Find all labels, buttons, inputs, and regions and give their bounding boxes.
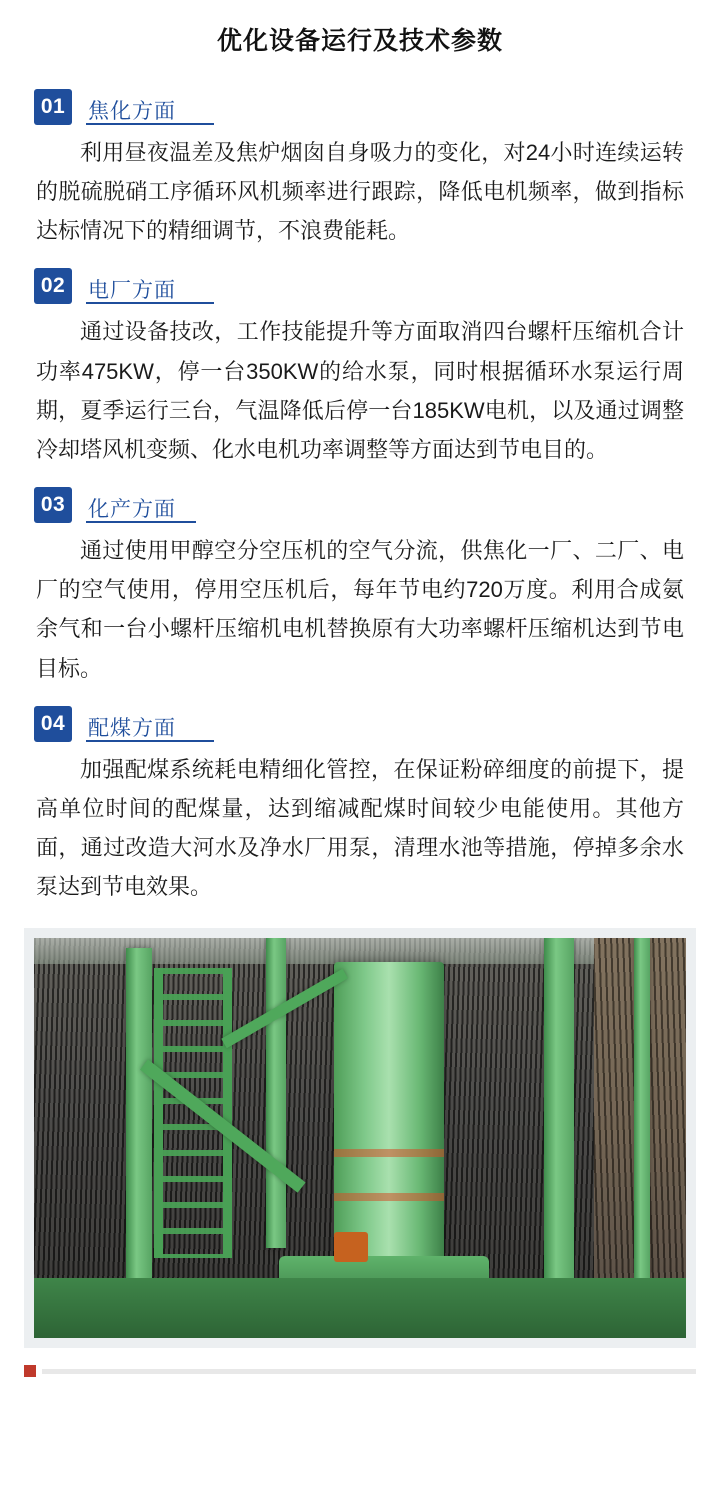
photo-column-band-lower xyxy=(334,1193,444,1201)
photo-base-platform xyxy=(34,1278,686,1338)
photo-pipe-left xyxy=(126,948,152,1278)
section-01-header xyxy=(34,87,696,127)
section-03-underline xyxy=(86,521,196,523)
section-02 xyxy=(0,266,720,469)
section-03-header xyxy=(34,485,696,525)
section-02-number: 02 xyxy=(34,268,72,304)
section-04-label-wrap xyxy=(86,706,180,742)
footer-dot-marker xyxy=(24,1365,36,1377)
footer-divider-line xyxy=(42,1369,696,1374)
photo-ladder xyxy=(154,968,232,1258)
page-title: 优化设备运行及技术参数 xyxy=(216,27,503,55)
section-03-label: 化产方面 xyxy=(88,498,176,521)
section-02-underline xyxy=(86,302,214,304)
section-03-label-wrap xyxy=(86,487,180,523)
section-03 xyxy=(0,485,720,688)
section-04-underline xyxy=(86,740,214,742)
footer-bar xyxy=(24,1366,696,1376)
section-04-body: 加强配煤系统耗电精细化管控，在保证粉碎细度的前提下，提高单位时间的配煤量，达到缩减配煤时间较少电能使用。其他方面，通过改造大河水及净水厂用泵，清理水池等措施，停掉多余水泵达到节电效果。 xyxy=(36,756,684,900)
section-01-label-wrap xyxy=(86,89,180,125)
section-02-body: 通过设备技改，工作技能提升等方面取消四台螺杆压缩机合计功率475KW，停一台350KW的给水泵，同时根据循环水泵运行周期，夏季运行三台，气温降低后停一台185KW电机，以及通过调整冷却塔风机变频、化水电机功率调整等方面达到节电目的。 xyxy=(36,319,684,462)
section-04-label: 配煤方面 xyxy=(88,716,176,740)
section-01-body: 利用昼夜温差及焦炉烟囱自身吸力的变化，对24小时连续运转的脱硫脱硝工序循环风机频率进行跟踪，降低电机频率，做到指标达标情况下的精细调节，不浪费能耗。 xyxy=(36,140,684,244)
photo-pipe-right xyxy=(544,938,574,1318)
section-03-number: 03 xyxy=(34,487,72,523)
section-01-underline xyxy=(86,123,214,125)
photo-frame xyxy=(24,928,696,1348)
section-03-body: 通过使用甲醇空分空压机的空气分流，供焦化一厂、二厂、电厂的空气使用，停用空压机后，每年节电约720万度。利用合成氨余气和一台小螺杆压缩机电机替换原有大功率螺杆压缩机达到节电目标。 xyxy=(36,538,684,681)
section-04 xyxy=(0,704,720,907)
photo-pipe-mid-left xyxy=(266,938,286,1248)
industrial-equipment-photo xyxy=(34,938,686,1338)
section-01-label: 焦化方面 xyxy=(88,99,176,123)
section-04-header xyxy=(34,704,696,744)
photo-column-band-upper xyxy=(334,1149,444,1157)
photo-pipe-far-right xyxy=(634,938,650,1298)
photo-valve-cap xyxy=(334,1232,368,1262)
section-04-number: 04 xyxy=(34,706,72,742)
section-01 xyxy=(0,87,720,250)
bottom-spacer xyxy=(0,1376,720,1392)
section-01-number: 01 xyxy=(34,89,72,125)
section-02-label-wrap xyxy=(86,268,180,304)
section-02-header xyxy=(34,266,696,306)
section-02-label: 电厂方面 xyxy=(88,279,176,303)
